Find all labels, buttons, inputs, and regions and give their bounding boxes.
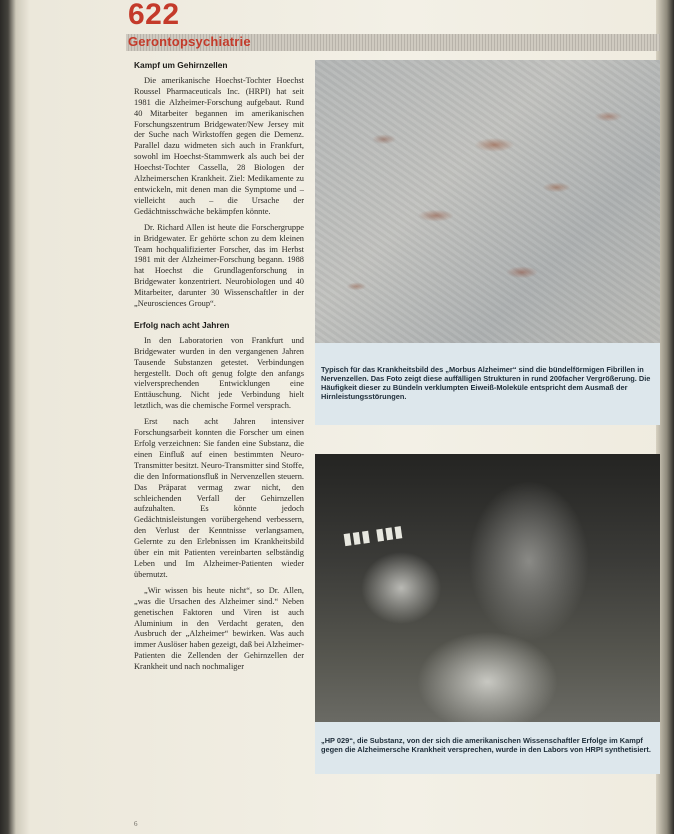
- article-paragraph: In den Laboratorien von Frankfurt und Bridgewater wurden in den vergangenen Jahren Tausende Substanzen getestet. Verbindungen hergestellt. Doch oft genug folgte den anfangs vielversprechenden Entwicklungen eine Enttäuschung. Nicht jede Verbindung hielt letztlich, was die chemische Formel versprach.: [134, 335, 304, 411]
- article-paragraph: Die amerikanische Hoechst-Tochter Hoechst Roussel Pharmaceuticals Inc. (HRPI) hat seit 1981 die Alzheimer-Forschung aufgebaut. Rund 40 Mitarbeiter begannen im amerikanischen Forschungszentrum Bridgewater/New Jersey mit der Suche nach Wirkstoffen gegen die Demenz. Parallel dazu widmeten sich auch in Frankfurt, sowohl im Hoechst-Stammwerk als auch bei der Hoechst-Tochter Cassella, 28 Biologen der Alzheimerschen Krankheit. Ziel: Medikamente zu entwickeln, mit denen man die Symptome und – vielleicht auch – die Ursache der Gedächtnisschwäche bekämpfen könnte.: [134, 75, 304, 216]
- micrograph-photo: [315, 60, 660, 343]
- page-footer: 6: [134, 820, 138, 828]
- scientist-photo: [315, 454, 660, 722]
- section-label: Gerontopsychiatrie: [128, 34, 251, 49]
- article-paragraph: Dr. Richard Allen ist heute die Forschergruppe in Bridgewater. Er gehörte schon zu dem kleinen Team hochqualifizierter Forscher, das im Herbst 1981 mit der Alzheimer-Forschung begann. 1988 hat Hoechst die Grundlagenforschung in Bridgewater konzentriert. Neurobiologen und 40 Mitarbeiter, darunter 30 Wissenschaftler in der „Neurosciences Group“.: [134, 222, 304, 309]
- article-column: [134, 60, 304, 678]
- scientist-caption: „HP 029“, die Substanz, von der sich die amerikanischen Wissenschaftler Erfolge im Kampf gegen die Alzheimersche Krankheit versprechen, wurde in den Labors von HRPI synthetisiert.: [315, 722, 660, 774]
- sample-vial-label: ▮▮▮ ▮▮▮: [342, 522, 405, 549]
- article-paragraph: Erst nach acht Jahren intensiver Forschungsarbeit konnten die Forscher um einen Erfolg verzeichnen: Sie fanden eine Substanz, die einen Einfluß auf einen bestimmten Neuro-Transmitter besitzt. Neuro-Transmitter sind Stoffe, die den Informationsfluß in Nervenzellen steuern. Das Präparat vermag zwar nicht, den schleichenden Verfall der Gehirnzellen aufzuhalten. Es könnte jedoch Gedächtnisleistungen vorübergehend verbessern, den Verlust der Kenntnisse verlangsamen, Gelernte zu den Erlebnissen im Krankheitsbild über ein mit Patienten vereinbarten selbständig Leben und Im Alzheimer-Patienten wieder übernutzt.: [134, 417, 304, 579]
- section-header: [126, 34, 660, 51]
- article-paragraph: „Wir wissen bis heute nicht“, so Dr. Allen, „was die Ursachen des Alzheimer sind.“ Neben genetischen Faktoren und Viren ist auch Aluminium in den Verdacht geraten, den Ausbruch der „Alzheimer“ bewirken. Was auch immer Auslöser haben gezeigt, daß bei Alzheimer-Patienten die Zellenden der Gehirnzellen der Krankheit und nach nochmaliger: [134, 585, 304, 672]
- article-subheading: Erfolg nach acht Jahren: [134, 319, 230, 330]
- micrograph-caption: Typisch für das Krankheitsbild des „Morbus Alzheimer“ sind die bündelförmigen Fibrillen in Nervenzellen. Das Foto zeigt diese auffälligen Strukturen in rund 200facher Vergrößerung. Die Häufigkeit dieser zu Bündeln verklumpten Eiweiß-Moleküle entspricht dem Ausmaß der Hirnleistungsstörungen.: [315, 343, 660, 425]
- page-number: 622: [128, 0, 180, 31]
- article-heading: Kampf um Gehirnzellen: [134, 60, 228, 70]
